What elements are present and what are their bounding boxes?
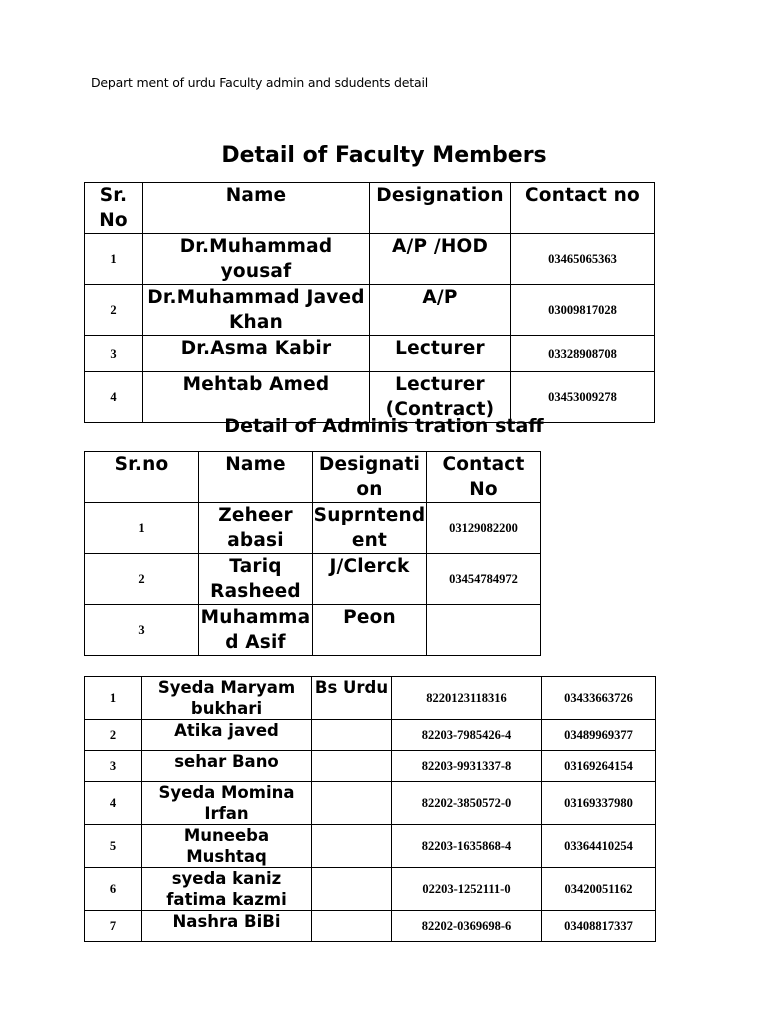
row-name: Mehtab Amed bbox=[143, 372, 370, 423]
row-designation: A/P /HOD bbox=[370, 234, 511, 285]
table-row bbox=[85, 285, 655, 336]
row-name: Dr.Muhammad Javed Khan bbox=[143, 285, 370, 336]
row-sr: 4 bbox=[85, 372, 143, 423]
row-designation: Suprntendent bbox=[313, 503, 427, 554]
row-cnic: 82203-9931337-8 bbox=[392, 751, 542, 782]
table-row bbox=[85, 336, 655, 372]
row-sr: 2 bbox=[85, 554, 199, 605]
header-sr-no: Sr.no bbox=[85, 452, 199, 503]
row-cnic: 82203-1635868-4 bbox=[392, 825, 542, 868]
row-contact: 03364410254 bbox=[542, 825, 656, 868]
row-cnic: 82203-7985426-4 bbox=[392, 720, 542, 751]
table-row bbox=[85, 868, 656, 911]
row-designation: A/P bbox=[370, 285, 511, 336]
row-sr: 7 bbox=[85, 911, 142, 942]
student-table bbox=[84, 676, 656, 942]
row-cnic: 02203-1252111-0 bbox=[392, 868, 542, 911]
row-program bbox=[312, 751, 392, 782]
table-row bbox=[85, 605, 541, 656]
row-program bbox=[312, 825, 392, 868]
header-name: Name bbox=[143, 183, 370, 234]
row-cnic: 8220123118316 bbox=[392, 677, 542, 720]
row-sr: 1 bbox=[85, 234, 143, 285]
admin-table bbox=[84, 451, 541, 656]
row-sr: 4 bbox=[85, 782, 142, 825]
row-cnic: 82202-3850572-0 bbox=[392, 782, 542, 825]
row-contact: 03328908708 bbox=[511, 336, 655, 372]
row-contact: 03454784972 bbox=[427, 554, 541, 605]
faculty-section-title: Detail of Faculty Members bbox=[221, 143, 547, 168]
row-sr: 3 bbox=[85, 605, 199, 656]
table-row bbox=[85, 825, 656, 868]
row-contact: 03169264154 bbox=[542, 751, 656, 782]
row-name: Syeda Momina Irfan bbox=[142, 782, 312, 825]
row-contact: 03433663726 bbox=[542, 677, 656, 720]
admin-section-title: Detail of Adminis tration staff bbox=[224, 415, 544, 437]
row-name: Dr.Asma Kabir bbox=[143, 336, 370, 372]
row-sr: 3 bbox=[85, 751, 142, 782]
table-row bbox=[85, 234, 655, 285]
row-name: Muhammad Asif bbox=[199, 605, 313, 656]
header-designation: Designation bbox=[370, 183, 511, 234]
page-header-note: Depart ment of urdu Faculty admin and sdudents detail bbox=[91, 75, 428, 90]
row-name: Syeda Maryam bukhari bbox=[142, 677, 312, 720]
row-name: sehar Bano bbox=[142, 751, 312, 782]
row-name: Zeheer abasi bbox=[199, 503, 313, 554]
row-cnic: 82202-0369698-6 bbox=[392, 911, 542, 942]
row-designation: Lecturer (Contract) bbox=[370, 372, 511, 423]
row-name: syeda kaniz fatima kazmi bbox=[142, 868, 312, 911]
row-contact: 03453009278 bbox=[511, 372, 655, 423]
table-row bbox=[85, 720, 656, 751]
row-program bbox=[312, 782, 392, 825]
table-row bbox=[85, 751, 656, 782]
row-name: Atika javed bbox=[142, 720, 312, 751]
row-contact: 03408817337 bbox=[542, 911, 656, 942]
row-name: Muneeba Mushtaq bbox=[142, 825, 312, 868]
row-contact: 03009817028 bbox=[511, 285, 655, 336]
row-designation: J/Clerck bbox=[313, 554, 427, 605]
row-contact bbox=[427, 605, 541, 656]
row-contact: 03169337980 bbox=[542, 782, 656, 825]
row-sr: 1 bbox=[85, 503, 199, 554]
row-program bbox=[312, 911, 392, 942]
table-row bbox=[85, 554, 541, 605]
row-contact: 03420051162 bbox=[542, 868, 656, 911]
row-contact: 03129082200 bbox=[427, 503, 541, 554]
header-contact: Contact No bbox=[427, 452, 541, 503]
row-sr: 5 bbox=[85, 825, 142, 868]
row-contact: 03465065363 bbox=[511, 234, 655, 285]
row-sr: 6 bbox=[85, 868, 142, 911]
row-name: Tariq Rasheed bbox=[199, 554, 313, 605]
table-row bbox=[85, 677, 656, 720]
row-program: Bs Urdu bbox=[312, 677, 392, 720]
header-designation: Designation bbox=[313, 452, 427, 503]
row-sr: 2 bbox=[85, 720, 142, 751]
row-name: Dr.Muhammad yousaf bbox=[143, 234, 370, 285]
header-sr-no: Sr. No bbox=[85, 183, 143, 234]
row-sr: 2 bbox=[85, 285, 143, 336]
row-name: Nashra BiBi bbox=[142, 911, 312, 942]
row-sr: 1 bbox=[85, 677, 142, 720]
row-program bbox=[312, 720, 392, 751]
header-contact: Contact no bbox=[511, 183, 655, 234]
row-sr: 3 bbox=[85, 336, 143, 372]
row-program bbox=[312, 868, 392, 911]
table-header-row bbox=[85, 183, 655, 234]
row-designation: Peon bbox=[313, 605, 427, 656]
row-designation: Lecturer bbox=[370, 336, 511, 372]
faculty-table bbox=[84, 182, 655, 423]
table-row bbox=[85, 782, 656, 825]
header-name: Name bbox=[199, 452, 313, 503]
table-row bbox=[85, 911, 656, 942]
row-contact: 03489969377 bbox=[542, 720, 656, 751]
table-row bbox=[85, 503, 541, 554]
table-header-row bbox=[85, 452, 541, 503]
